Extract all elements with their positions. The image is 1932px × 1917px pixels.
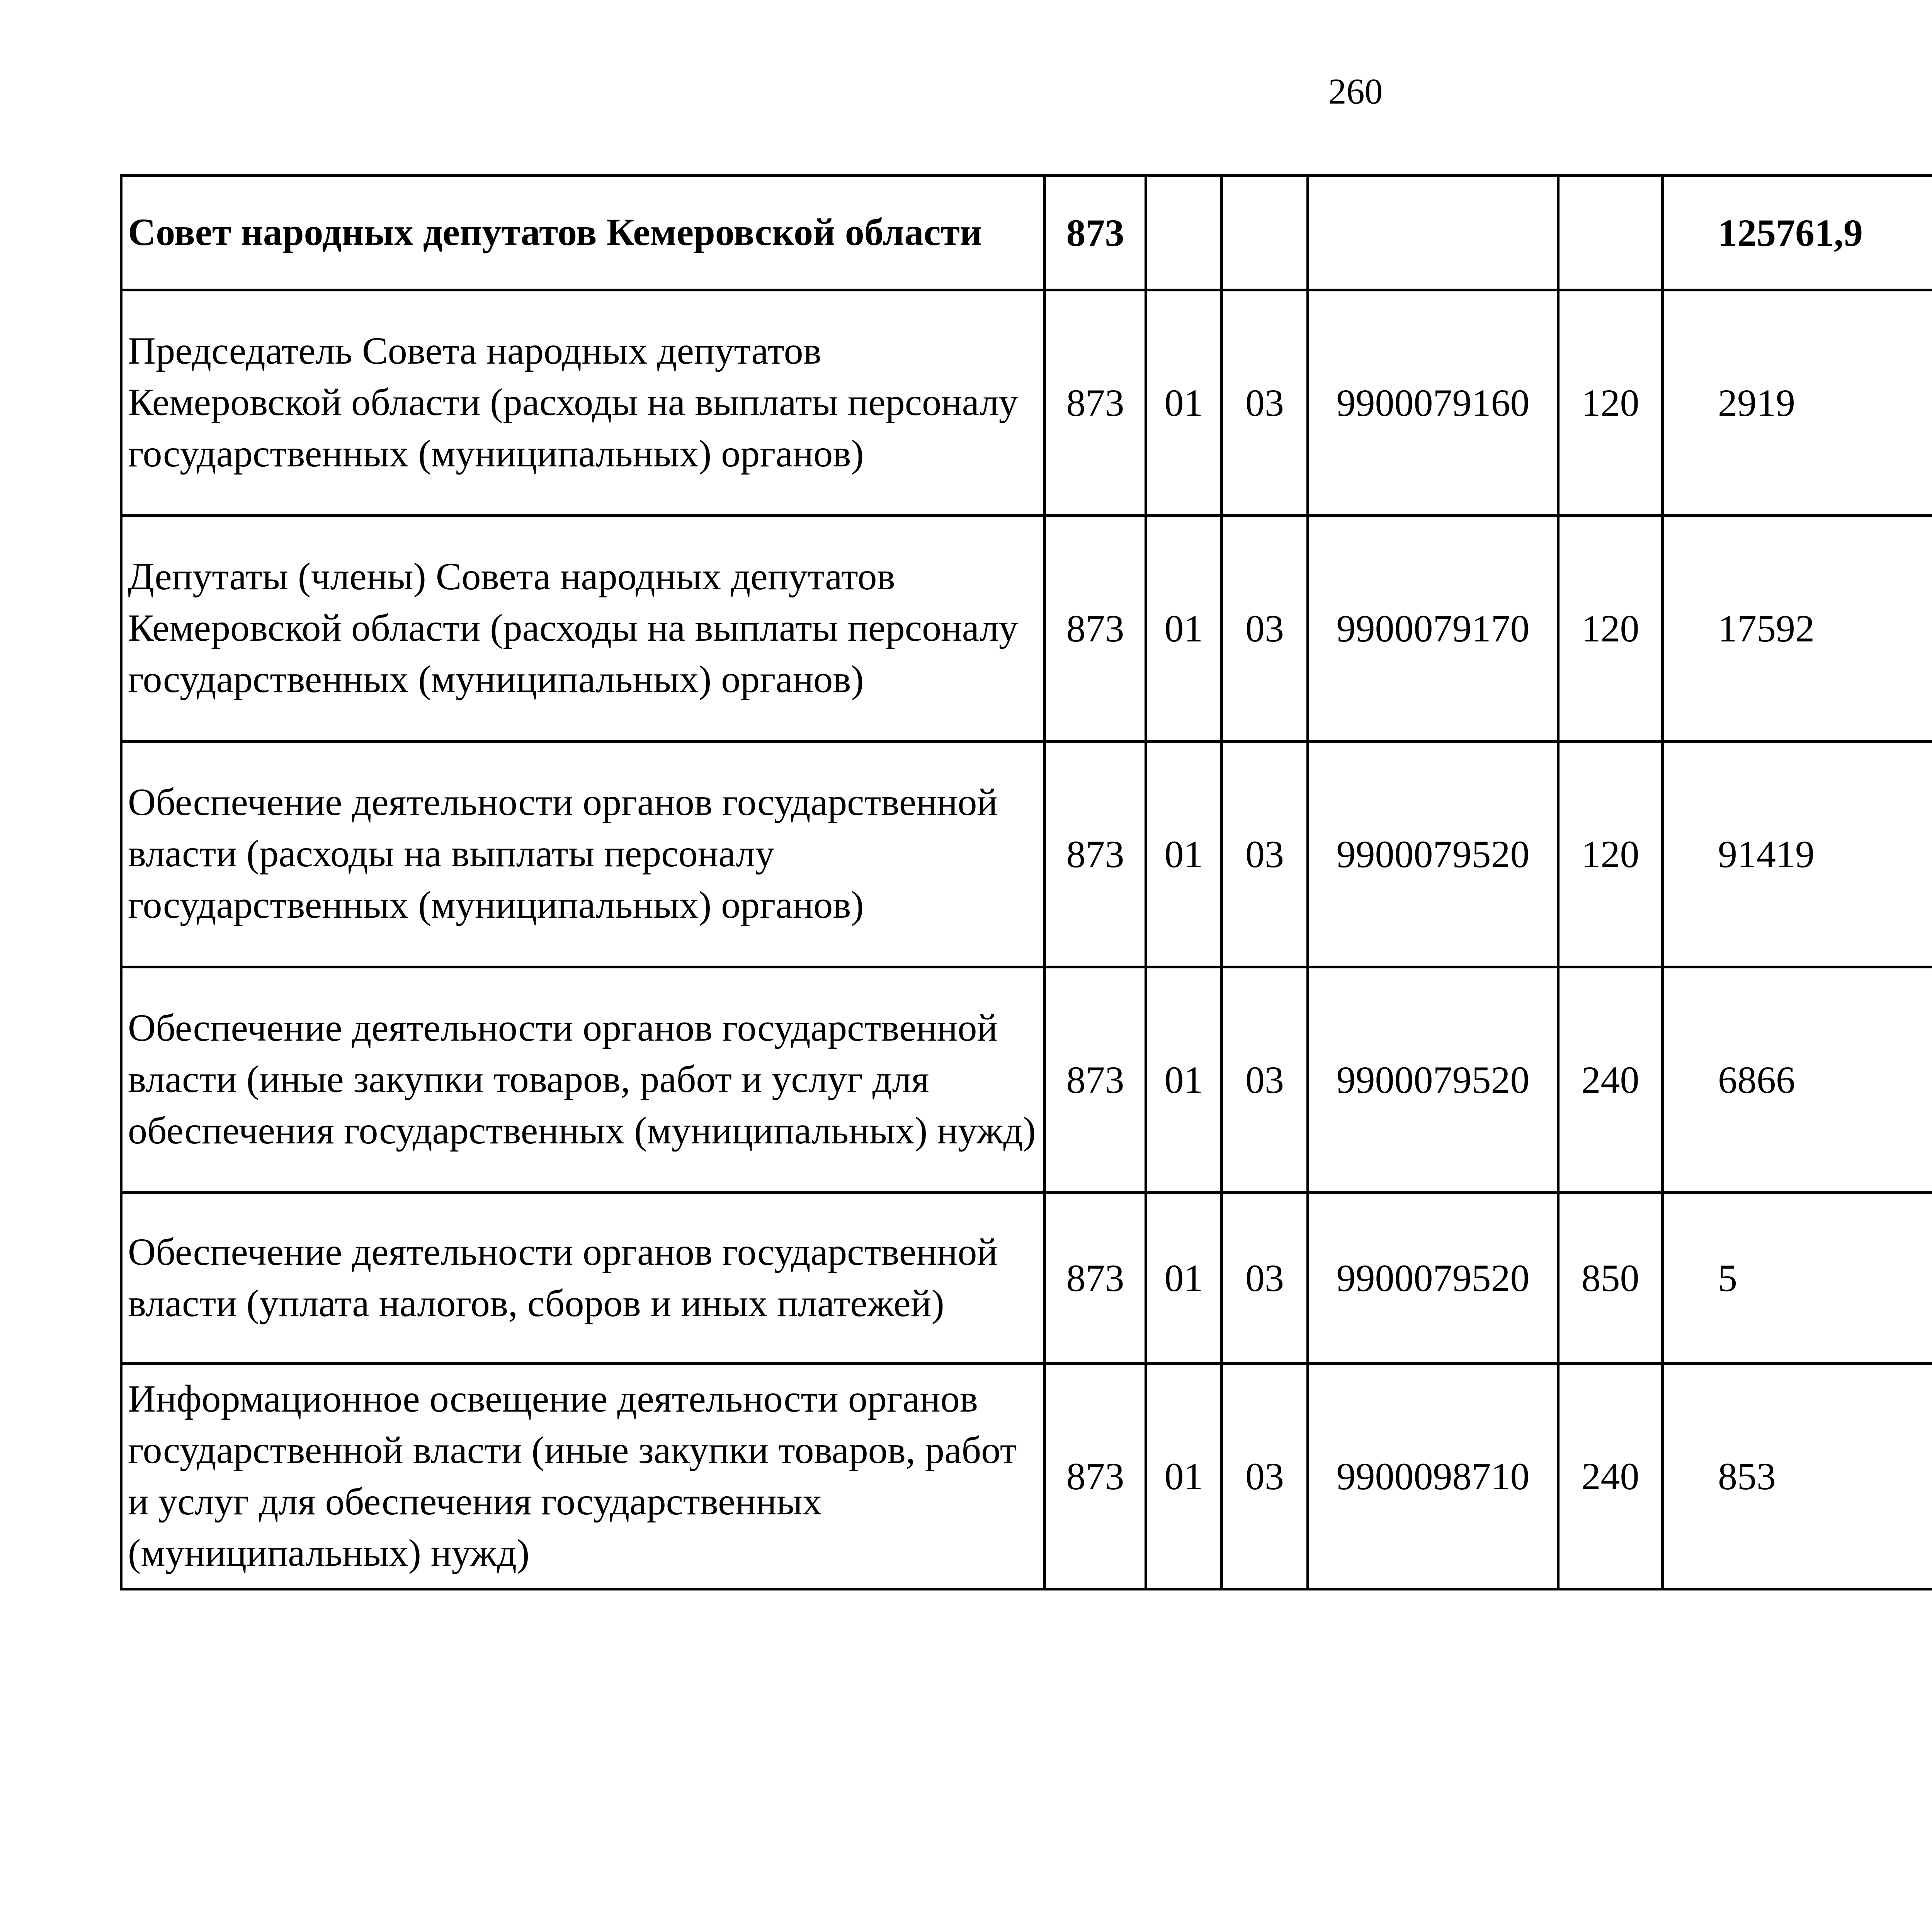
section-code: 01 [1146, 290, 1222, 516]
row-name: Обеспечение деятельности органов государственной власти (расходы на выплаты персоналу государственных (муниципальных) органов) [121, 742, 1045, 967]
row-name: Совет народных депутатов Кемеровской области [121, 176, 1045, 290]
ministry-code: 873 [1045, 967, 1146, 1193]
ministry-code: 873 [1045, 742, 1146, 967]
table-row [121, 176, 1932, 290]
section-code: 01 [1146, 742, 1222, 967]
expense-type-code: 240 [1558, 967, 1663, 1193]
section-code: 01 [1146, 967, 1222, 1193]
target-article-code: 9900079520 [1308, 742, 1558, 967]
subsection-code: 03 [1222, 1364, 1308, 1589]
amount-year-1: 853 [1663, 1364, 1932, 1589]
expense-type-code [1558, 176, 1663, 290]
amount-year-1: 91419 [1663, 742, 1932, 967]
target-article-code [1308, 176, 1558, 290]
amount-year-1: 2919 [1663, 290, 1932, 516]
ministry-code: 873 [1045, 516, 1146, 742]
target-article-code: 9900079520 [1308, 1193, 1558, 1364]
amount-year-1: 17592 [1663, 516, 1932, 742]
subsection-code: 03 [1222, 742, 1308, 967]
amount-year-1: 5 [1663, 1193, 1932, 1364]
section-code: 01 [1146, 1193, 1222, 1364]
page-number: 260 [1328, 71, 1383, 112]
section-code [1146, 176, 1222, 290]
section-code: 01 [1146, 516, 1222, 742]
subsection-code: 03 [1222, 967, 1308, 1193]
row-name: Депутаты (члены) Совета народных депутатов Кемеровской области (расходы на выплаты персоналу государственных (муниципальных) органов) [121, 516, 1045, 742]
ministry-code: 873 [1045, 176, 1146, 290]
subsection-code: 03 [1222, 516, 1308, 742]
amount-year-1: 125761,9 [1663, 176, 1932, 290]
budget-table [120, 174, 1932, 1590]
expense-type-code: 120 [1558, 742, 1663, 967]
row-name: Обеспечение деятельности органов государственной власти (уплата налогов, сборов и иных платежей) [121, 1193, 1045, 1364]
row-name: Обеспечение деятельности органов государственной власти (иные закупки товаров, работ и услуг для обеспечения государственных (муниципальных) нужд) [121, 967, 1045, 1193]
expense-type-code: 850 [1558, 1193, 1663, 1364]
target-article-code: 9900079160 [1308, 290, 1558, 516]
ministry-code: 873 [1045, 1193, 1146, 1364]
ministry-code: 873 [1045, 290, 1146, 516]
target-article-code: 9900079520 [1308, 967, 1558, 1193]
subsection-code: 03 [1222, 290, 1308, 516]
expense-type-code: 120 [1558, 290, 1663, 516]
table-row [121, 742, 1932, 967]
table-row [121, 1364, 1932, 1589]
table-row [121, 290, 1932, 516]
subsection-code: 03 [1222, 1193, 1308, 1364]
ministry-code: 873 [1045, 1364, 1146, 1589]
subsection-code [1222, 176, 1308, 290]
amount-year-1: 6866 [1663, 967, 1932, 1193]
table-row [121, 1193, 1932, 1364]
table-row [121, 967, 1932, 1193]
table-row [121, 516, 1932, 742]
target-article-code: 9900079170 [1308, 516, 1558, 742]
target-article-code: 9900098710 [1308, 1364, 1558, 1589]
expense-type-code: 240 [1558, 1364, 1663, 1589]
row-name: Информационное освещение деятельности органов государственной власти (иные закупки товаров, работ и услуг для обеспечения государственных (муниципальных) нужд) [121, 1364, 1045, 1589]
expense-type-code: 120 [1558, 516, 1663, 742]
section-code: 01 [1146, 1364, 1222, 1589]
row-name: Председатель Совета народных депутатов Кемеровской области (расходы на выплаты персоналу государственных (муниципальных) органов) [121, 290, 1045, 516]
